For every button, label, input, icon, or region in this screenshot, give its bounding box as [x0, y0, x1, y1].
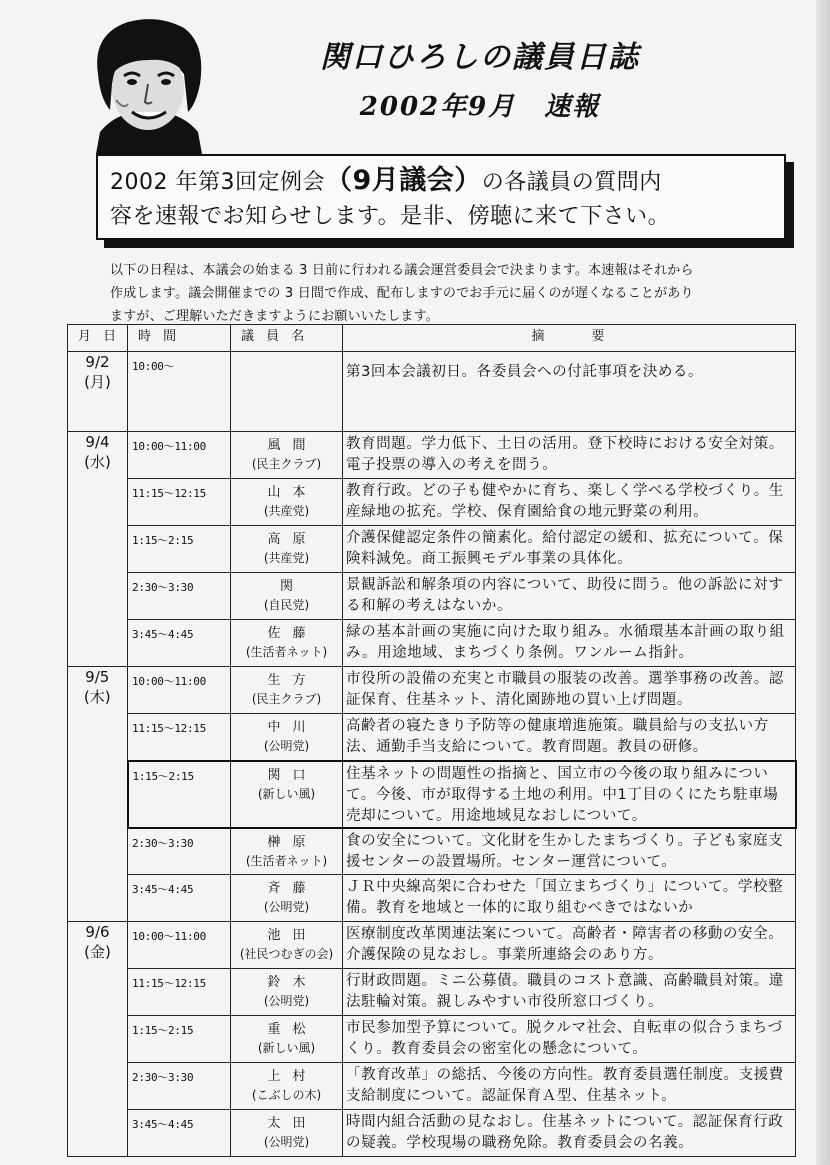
member-name: 太田 [267, 1116, 318, 1131]
time-cell: 10:00〜11:00 [128, 432, 231, 479]
summary-cell: 市民参加型予算について。脱クルマ社会、自転車の似合うまちづくり。教育委員会の密室化の懸念について。 [343, 1016, 796, 1063]
member-party: (公明党) [263, 900, 310, 914]
summary-cell: 行財政問題。ミニ公募債。職員のコスト意識、高齢職員対策。違法駐輪対策。親しみやすい市役所窓口づくり。 [343, 969, 796, 1016]
member-name: 斉藤 [267, 881, 318, 896]
table-row [68, 875, 796, 922]
intro-line-1: 以下の日程は、本議会の始まる 3 日前に行われる議会運営委員会で決まります。本速報はそれから [110, 263, 694, 278]
weekday-label: (水) [84, 453, 111, 471]
summary-cell: 緑の基本計画の実施に向けた取り組み。水循環基本計画の取り組み。用途地域、まちづくり条例。ワンルーム指針。 [343, 620, 796, 667]
table-row [68, 828, 796, 875]
member-party: (新しい風) [257, 1041, 316, 1055]
summary-cell: 「教育改革」の総括、今後の方向性。教育委員選任制度。支援費支給制度について。認証保育Ａ型、住基ネット。 [343, 1063, 796, 1110]
member-cell [231, 526, 343, 573]
notice-line-1-post: の各議員の質問内 [481, 170, 662, 195]
time-cell: 10:00〜11:00 [128, 667, 231, 714]
notice-line-1 [110, 164, 774, 200]
member-name: 関 [279, 579, 305, 594]
member-cell [231, 828, 343, 875]
member-cell [231, 620, 343, 667]
notice-line-2: 容を速報でお知らせします。是非、傍聴に来て下さい。 [110, 204, 671, 229]
table-row [68, 1016, 796, 1063]
table-row [68, 573, 796, 620]
member-cell [231, 875, 343, 922]
weekday-label: (金) [84, 943, 111, 961]
time-cell: 10:00〜11:00 [128, 922, 231, 969]
summary-cell: 医療制度改革関連法案について。高齢者・障害者の移動の安全。介護保険の見なおし。事業所連絡会のあり方。 [343, 922, 796, 969]
weekday-label: (月) [84, 373, 111, 391]
table-row [68, 526, 796, 573]
member-name: 関口 [267, 767, 318, 783]
date-label: 9/5 [85, 668, 110, 686]
member-name: 風間 [267, 438, 318, 453]
member-party: (共産党) [263, 504, 310, 518]
time-cell: 3:45〜4:45 [128, 875, 231, 922]
summary-cell: 第3回本会議初日。各委員会への付託事項を決める。 [343, 352, 796, 432]
time-cell: 11:15〜12:15 [128, 714, 231, 761]
member-party: (生活者ネット) [245, 853, 328, 868]
member-cell [231, 761, 343, 828]
time-cell: 11:15〜12:15 [128, 969, 231, 1016]
member-name: 池田 [267, 928, 318, 943]
paper-edge [816, 0, 830, 1165]
member-cell [231, 432, 343, 479]
member-name: 鈴木 [267, 975, 318, 990]
date-cell [68, 922, 128, 1157]
table-row-highlighted [68, 761, 796, 828]
member-name: 山本 [267, 485, 318, 500]
summary-cell: 時間内組合活動の見なおし。住基ネットについて。認証保育行政の疑義。学校現場の職務免除。教育委員会の名義。 [343, 1110, 796, 1157]
table-row [68, 1110, 796, 1157]
time-cell: 1:15〜2:15 [128, 1016, 231, 1063]
portrait-photo [88, 14, 208, 154]
member-cell [231, 714, 343, 761]
notice-line-1-pre: 2002 年第3回定例会 [110, 170, 325, 195]
member-party: (民主クラブ) [251, 457, 322, 471]
member-cell [231, 1063, 343, 1110]
member-cell [231, 922, 343, 969]
table-row [68, 620, 796, 667]
table-row [68, 667, 796, 714]
summary-cell: 市役所の設備の充実と市職員の服装の改善。選挙事務の改善。認証保育、住基ネット、清化園跡地の買い上げ問題。 [343, 667, 796, 714]
table-row [68, 922, 796, 969]
time-cell: 1:15〜2:15 [128, 761, 231, 828]
time-cell: 1:15〜2:15 [128, 526, 231, 573]
member-cell [231, 969, 343, 1016]
member-name: 上村 [267, 1069, 318, 1084]
intro-line-3: ますが、ご理解いただきますようにお願いいたします。 [110, 309, 439, 324]
time-cell: 3:45〜4:45 [128, 1110, 231, 1157]
member-name: 榊原 [267, 834, 318, 850]
header-summary: 摘 要 [343, 325, 796, 352]
newsletter-title: 関口ひろしの議員日誌 [320, 40, 640, 75]
member-cell [231, 479, 343, 526]
member-cell [231, 667, 343, 714]
time-cell: 2:30〜3:30 [128, 573, 231, 620]
date-label: 9/4 [85, 433, 110, 451]
time-cell: 2:30〜3:30 [128, 1063, 231, 1110]
table-row [68, 352, 796, 432]
member-party: (公明党) [263, 1135, 310, 1149]
member-cell [231, 573, 343, 620]
time-cell: 2:30〜3:30 [128, 828, 231, 875]
table-header-row [68, 325, 796, 352]
member-name: 佐藤 [267, 626, 318, 641]
weekday-label: (木) [83, 688, 111, 706]
summary-cell: 住基ネットの問題性の指摘と、国立市の今後の取り組みについて。今後、市が取得する土地の利用。中1丁目のくにたち駐車場売却について。用途地域見なおしについて。 [343, 761, 796, 828]
date-label: 9/2 [85, 353, 110, 371]
member-cell [231, 1110, 343, 1157]
member-party: (生活者ネット) [245, 645, 328, 659]
member-party: (社民つむぎの会) [239, 947, 334, 961]
header-member: 議 員 名 [231, 325, 343, 352]
summary-cell: ＪＲ中央線高架に合わせた「国立まちづくり」について。学校整備。教育を地域と一体的に取り組むべきではないか [343, 875, 796, 922]
member-party: (公明党) [263, 994, 310, 1008]
notice-line-1-emphasis: （9月議会） [324, 165, 482, 196]
newsletter-subtitle: 2002年9月 速報 [359, 92, 601, 122]
summary-cell: 食の安全について。文化財を生かしたまちづくり。子ども家庭支援センターの設置場所。センター運営について。 [343, 828, 796, 875]
time-cell: 3:45〜4:45 [128, 620, 231, 667]
member-party: (公明党) [263, 739, 310, 753]
summary-cell: 高齢者の寝たきり予防等の健康増進施策。職員給与の支払い方法、通勤手当支給について。教育問題。教員の研修。 [343, 714, 796, 761]
summary-cell: 介護保健認定条件の簡素化。給付認定の緩和、拡充について。保険料減免。商工振興モデル事業の具体化。 [343, 526, 796, 573]
member-name: 生方 [267, 673, 318, 688]
table-row [68, 969, 796, 1016]
table-row [68, 479, 796, 526]
intro-text [110, 259, 790, 328]
schedule-table [67, 324, 797, 1157]
member-party: (新しい風) [257, 786, 316, 801]
table-row [68, 432, 796, 479]
intro-line-2: 作成します。議会開催までの 3 日間で作成、配布しますのでお手元に届くのが遅くなることがあり [110, 286, 694, 301]
member-cell [231, 1016, 343, 1063]
summary-cell: 教育行政。どの子も健やかに育ち、楽しく学べる学校づくり。生産緑地の拡充。学校、保育園給食の地元野菜の利用。 [343, 479, 796, 526]
header-time: 時 間 [128, 325, 231, 352]
time-cell: 10:00〜 [128, 352, 231, 432]
date-cell [68, 667, 128, 922]
member-name: 重松 [267, 1022, 318, 1037]
summary-cell: 景観訴訟和解条項の内容について、助役に問う。他の訴訟に対する和解の考えはないか。 [343, 573, 796, 620]
member-party: (こぶしの木) [251, 1088, 322, 1102]
member-party: (民主クラブ) [251, 692, 322, 706]
member-party: (共産党) [263, 551, 310, 565]
table-row [68, 714, 796, 761]
member-party: (自民党) [263, 598, 310, 612]
header-date: 月 日 [68, 325, 128, 352]
member-name: 高原 [267, 532, 318, 547]
table-row [68, 1063, 796, 1110]
date-label: 9/6 [85, 923, 110, 941]
date-cell [68, 352, 128, 432]
member-name: 中川 [267, 720, 318, 735]
notice-box [96, 154, 786, 240]
date-cell [68, 432, 128, 667]
time-cell: 11:15〜12:15 [128, 479, 231, 526]
summary-cell: 教育問題。学力低下、土日の活用。登下校時における安全対策。電子投票の導入の考えを問う。 [343, 432, 796, 479]
member-cell [231, 352, 343, 432]
